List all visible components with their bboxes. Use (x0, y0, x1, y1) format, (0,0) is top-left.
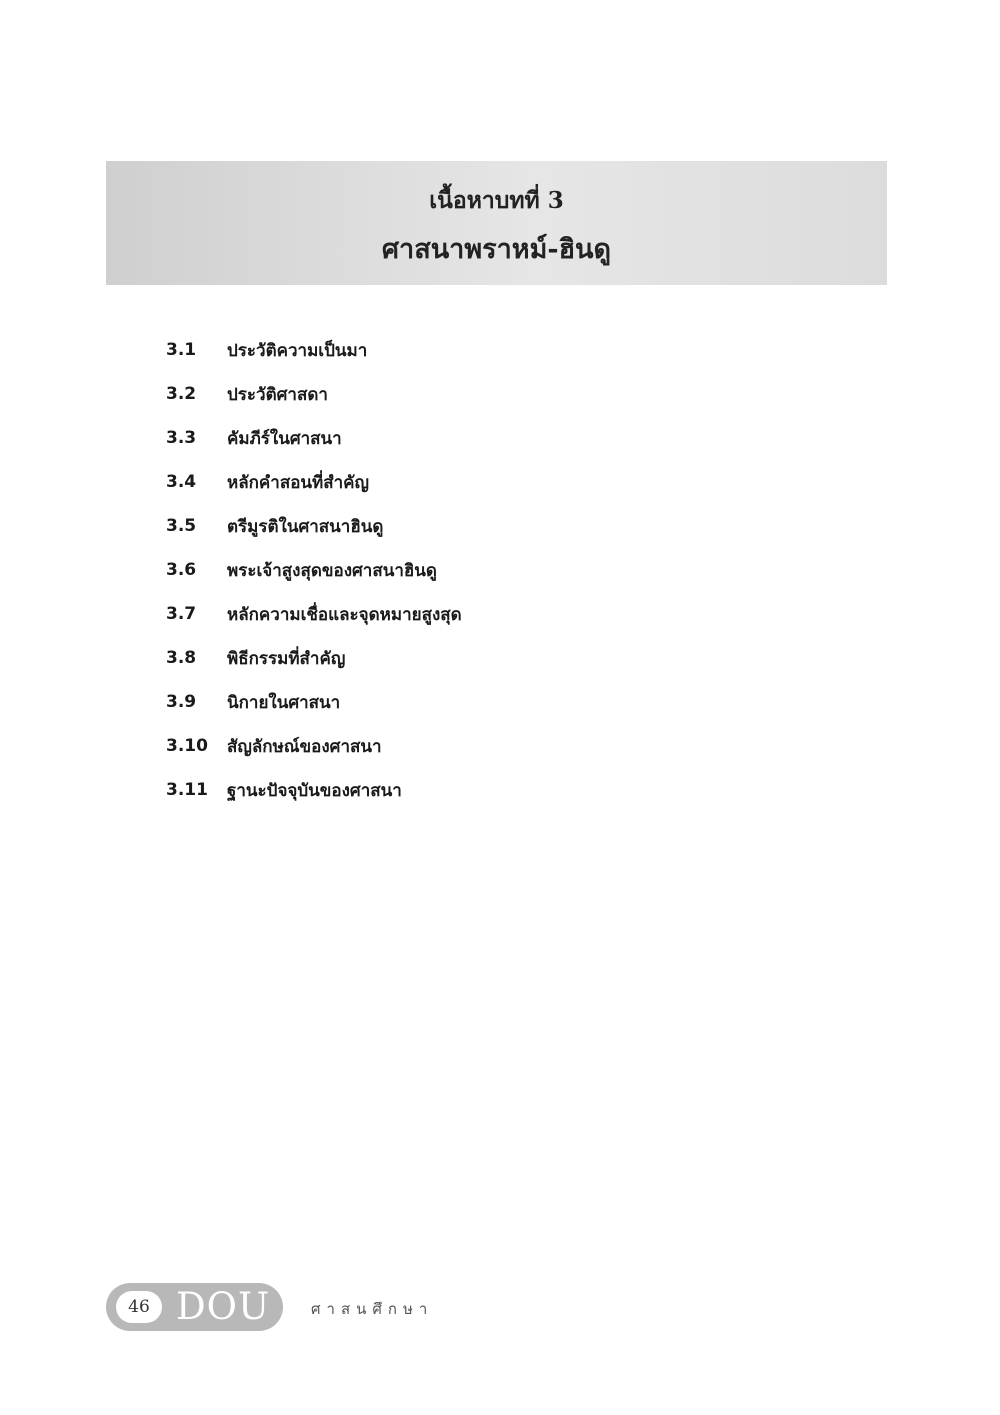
toc-title: ฐานะปัจจุบันของศาสนา (227, 780, 402, 801)
toc-number: 3.1 (166, 340, 197, 360)
toc-number: 3.10 (166, 736, 208, 756)
toc-item-3-7 (166, 592, 766, 636)
toc-number: 3.8 (166, 648, 197, 668)
chapter-label: เนื้อหาบทที่ 3 (429, 187, 564, 214)
toc-title: สัญลักษณ์ของศาสนา (227, 736, 382, 757)
dou-logo-badge (106, 1283, 283, 1331)
toc-title: ประวัติศาสดา (227, 384, 328, 405)
page-number: 46 (116, 1291, 162, 1323)
toc-number: 3.3 (166, 428, 197, 448)
book-title: ศาสนศึกษา (311, 1300, 434, 1318)
toc-number: 3.6 (166, 560, 197, 580)
toc-item-3-2 (166, 372, 766, 416)
toc-item-3-1 (166, 328, 766, 372)
toc-item-3-9 (166, 680, 766, 724)
chapter-header (106, 161, 887, 285)
toc-title: พระเจ้าสูงสุดของศาสนาฮินดู (227, 560, 437, 581)
toc-item-3-8 (166, 636, 766, 680)
toc-number: 3.7 (166, 604, 197, 624)
toc-item-3-6 (166, 548, 766, 592)
toc-number: 3.9 (166, 692, 197, 712)
toc-title: ประวัติความเป็นมา (227, 340, 368, 361)
toc-title: ตรีมูรติในศาสนาฮินดู (227, 516, 384, 537)
toc-item-3-11 (166, 768, 766, 812)
toc-number: 3.2 (166, 384, 197, 404)
toc-number: 3.11 (166, 780, 208, 800)
toc-title: หลักคำสอนที่สำคัญ (227, 472, 370, 493)
toc-number: 3.4 (166, 472, 197, 492)
toc-item-3-5 (166, 504, 766, 548)
dou-logo: DOU (176, 1285, 271, 1328)
toc-title: หลักความเชื่อและจุดหมายสูงสุด (227, 604, 462, 625)
toc-item-3-10 (166, 724, 766, 768)
toc-item-3-3 (166, 416, 766, 460)
table-of-contents (166, 328, 766, 812)
chapter-title: ศาสนาพราหม์-ฮินดู (381, 234, 612, 265)
toc-title: พิธีกรรมที่สำคัญ (227, 648, 346, 669)
toc-item-3-4 (166, 460, 766, 504)
toc-title: นิกายในศาสนา (227, 692, 341, 713)
toc-title: คัมภีร์ในศาสนา (227, 428, 342, 449)
toc-number: 3.5 (166, 516, 197, 536)
